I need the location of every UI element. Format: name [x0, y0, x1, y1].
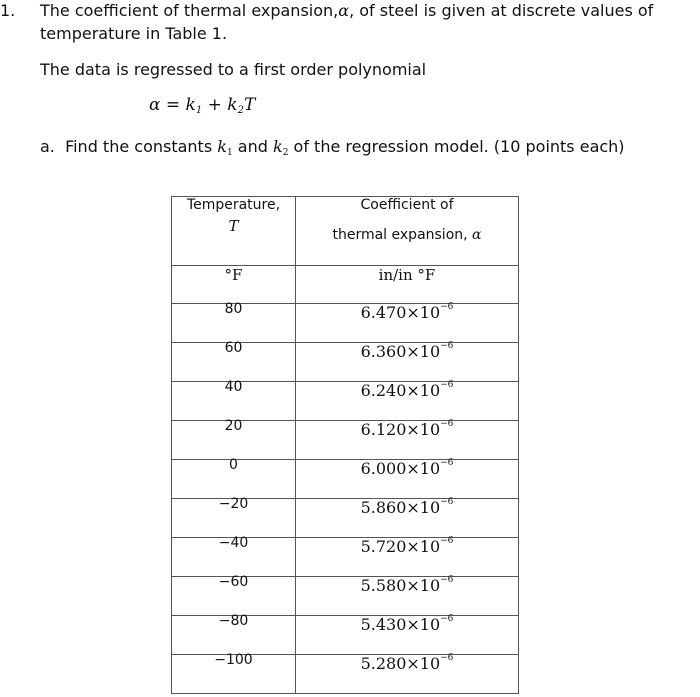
coefficient-value: $5.720\times 10^{-6}$: [360, 536, 454, 556]
coefficient-cell: [296, 382, 519, 421]
coefficient-cell: [296, 538, 519, 577]
temperature-cell: [172, 652, 296, 694]
thermal-expansion-table: [171, 196, 519, 694]
temperature-cell: [172, 418, 296, 460]
header-alpha-symbol: α: [472, 227, 482, 243]
header-coefficient-line1: Coefficient of: [360, 197, 454, 213]
temperature-value: −80: [218, 613, 249, 629]
header-coefficient: [296, 197, 519, 266]
temperature-value: 20: [224, 418, 243, 434]
temperature-value: 60: [224, 340, 243, 356]
coefficient-value: $6.470\times 10^{-6}$: [360, 302, 454, 322]
part-a-label: a.: [40, 137, 55, 156]
temperature-value: −20: [218, 496, 249, 512]
temperature-cell: [172, 496, 296, 538]
question-number: 1.: [0, 1, 16, 20]
coefficient-cell: [296, 460, 519, 499]
regression-statement: The data is regressed to a first order polynomial: [40, 60, 427, 79]
coefficient-value: $6.120\times 10^{-6}$: [360, 419, 454, 439]
temperature-value: −100: [214, 652, 253, 668]
table-row: [172, 538, 519, 577]
part-a-k2: $k_2$: [273, 137, 289, 158]
eq-k1-sub: 1: [195, 105, 203, 116]
temperature-cell: [172, 613, 296, 655]
temperature-value: 80: [224, 301, 243, 317]
table-row: [172, 382, 519, 421]
question-line-1-text: The coefficient of thermal expansion,: [40, 1, 339, 20]
question-line-1: [40, 1, 653, 20]
eq-k2-sub: 2: [237, 105, 244, 116]
table-unit-row: [172, 266, 519, 304]
header-temperature: [172, 197, 296, 266]
temperature-cell: [172, 574, 296, 616]
header-coefficient-line2: thermal expansion, α: [332, 227, 482, 243]
part-a-k1: $k_1$: [217, 137, 233, 158]
table-row: [172, 655, 519, 694]
temperature-cell: [172, 535, 296, 577]
table-header-row: [172, 197, 519, 266]
regression-equation: [149, 95, 255, 116]
eq-k1: k: [185, 95, 196, 115]
alpha-symbol: α: [338, 1, 350, 20]
eq-k2: k: [227, 95, 238, 115]
table-row: [172, 616, 519, 655]
table-row: [172, 460, 519, 499]
coefficient-cell: [296, 421, 519, 460]
coefficient-value: $5.430\times 10^{-6}$: [360, 614, 454, 634]
coefficient-value: $6.240\times 10^{-6}$: [360, 380, 454, 400]
eq-plus: +: [202, 95, 228, 115]
temperature-cell: [172, 301, 296, 343]
header-temperature-symbol: T: [228, 217, 239, 235]
coefficient-value: $6.000\times 10^{-6}$: [360, 458, 454, 478]
coefficient-cell: [296, 655, 519, 694]
table-row: [172, 304, 519, 343]
temperature-value: 40: [224, 379, 243, 395]
temperature-value: −40: [218, 535, 249, 551]
temperature-cell: [172, 457, 296, 499]
temperature-value: −60: [218, 574, 249, 590]
temperature-cell: [172, 379, 296, 421]
coefficient-value: $5.280\times 10^{-6}$: [360, 653, 454, 673]
question-line-2: temperature in Table 1.: [40, 24, 228, 43]
coefficient-cell: [296, 577, 519, 616]
part-a-text-after: of the regression model. (10 points each): [293, 137, 625, 156]
table-row: [172, 499, 519, 538]
part-a: [40, 137, 625, 158]
part-a-text-before: Find the constants: [65, 137, 213, 156]
header-temperature-label: Temperature,: [186, 197, 281, 213]
eq-equals: =: [160, 95, 186, 115]
temperature-cell: [172, 340, 296, 382]
coefficient-cell: [296, 343, 519, 382]
eq-alpha: α: [149, 95, 161, 115]
table-row: [172, 577, 519, 616]
unit-coefficient: in/in °F: [296, 266, 519, 304]
eq-T: T: [243, 95, 256, 115]
question-line-1-rest: , of steel is given at discrete values of: [349, 1, 654, 20]
coefficient-cell: [296, 616, 519, 655]
table-row: [172, 421, 519, 460]
temperature-value: 0: [229, 457, 238, 473]
table-body: [172, 301, 519, 694]
table-row: [172, 343, 519, 382]
unit-temperature: °F: [172, 266, 296, 304]
coefficient-cell: [296, 304, 519, 343]
coefficient-value: $5.860\times 10^{-6}$: [360, 497, 454, 517]
part-a-and: and: [237, 137, 268, 156]
coefficient-cell: [296, 499, 519, 538]
coefficient-value: $5.580\times 10^{-6}$: [360, 575, 454, 595]
coefficient-value: $6.360\times 10^{-6}$: [360, 341, 454, 361]
